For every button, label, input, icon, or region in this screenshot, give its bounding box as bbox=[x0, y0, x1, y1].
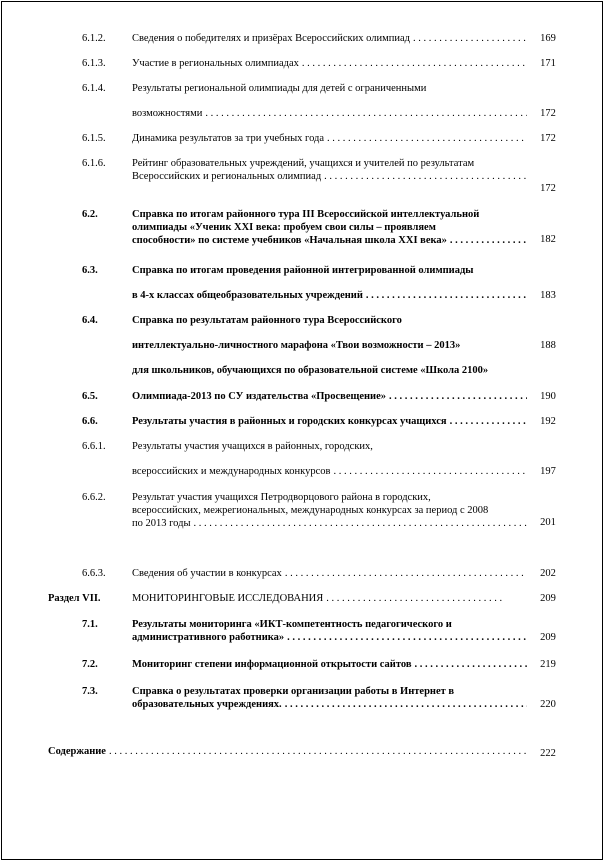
toc-page-number: 201 bbox=[540, 517, 556, 528]
toc-page-number: 202 bbox=[540, 568, 556, 579]
toc-entry[interactable] bbox=[132, 208, 527, 247]
toc-entry-title: Рейтинг образовательных учреждений, учащихся и учителей по результатам bbox=[132, 158, 475, 169]
toc-page-number: 182 bbox=[540, 234, 556, 245]
toc-number: 6.5. bbox=[82, 391, 98, 402]
toc-page-number: 188 bbox=[540, 340, 556, 351]
toc-entry-contents[interactable] bbox=[48, 745, 526, 758]
toc-entry-title: олимпиады «Ученик XXI века: пробуем свои силы – проявляем bbox=[132, 222, 436, 233]
toc-number: 6.1.2. bbox=[82, 33, 106, 44]
toc-entry[interactable] bbox=[132, 658, 527, 671]
toc-entry-title: Результаты региональной олимпиады для детей с ограниченными bbox=[132, 83, 427, 94]
toc-entry-title: способности» по системе учебников «Начальная школа XXI века» bbox=[132, 235, 447, 246]
toc-entry-title: Справка по итогам проведения районной интегрированной олимпиады bbox=[132, 265, 474, 276]
toc-page-number: 171 bbox=[540, 58, 556, 69]
toc-entry-title: всероссийских, межрегиональных, международных конкурсах за период с 2008 bbox=[132, 505, 489, 516]
toc-entry[interactable] bbox=[132, 314, 527, 377]
toc-entry-title: Участие в региональных олимпиадах bbox=[132, 58, 299, 69]
toc-entry-title: Справка о результатах проверки организации работы в Интернет в bbox=[132, 686, 455, 697]
toc-entry-title: образовательных учреждениях. bbox=[132, 699, 282, 710]
toc-page-number: 192 bbox=[540, 416, 556, 427]
dot-leader bbox=[363, 289, 527, 302]
dot-leader bbox=[410, 32, 527, 45]
dot-leader bbox=[191, 517, 527, 530]
toc-entry-title: интеллектуально-личностного марафона «Твои возможности – 2013» bbox=[132, 340, 461, 351]
document-page bbox=[1, 1, 603, 860]
dot-leader bbox=[323, 592, 504, 605]
toc-page-number: 197 bbox=[540, 466, 556, 477]
dot-leader bbox=[447, 234, 527, 247]
toc-entry[interactable] bbox=[132, 390, 527, 403]
toc-number: 6.1.5. bbox=[82, 133, 106, 144]
toc-entry[interactable] bbox=[132, 440, 527, 478]
toc-number: 7.2. bbox=[82, 659, 98, 670]
toc-entry[interactable] bbox=[132, 264, 527, 302]
dot-leader bbox=[321, 170, 527, 183]
toc-section-number: Раздел VII. bbox=[48, 593, 101, 604]
toc-page-number: 190 bbox=[540, 391, 556, 402]
dot-leader bbox=[282, 698, 527, 711]
toc-entry[interactable] bbox=[132, 618, 527, 644]
toc-page-number: 209 bbox=[540, 593, 556, 604]
toc-page-number: 219 bbox=[540, 659, 556, 670]
dot-leader bbox=[324, 132, 527, 145]
toc-entry-title: Результаты мониторинга «ИКТ-компетентность педагогического и bbox=[132, 619, 452, 630]
toc-section-title: МОНИТОРИНГОВЫЕ ИССЛЕДОВАНИЯ bbox=[132, 593, 324, 604]
toc-entry[interactable] bbox=[132, 82, 527, 120]
dot-leader bbox=[299, 57, 527, 70]
toc-entry[interactable] bbox=[132, 491, 527, 530]
toc-number: 7.3. bbox=[82, 686, 98, 697]
toc-entry-title: Олимпиада-2013 по СУ издательства «Просвещение» bbox=[132, 391, 387, 402]
toc-number: 7.1. bbox=[82, 619, 98, 630]
toc-page-number: 172 bbox=[540, 183, 556, 194]
toc-number: 6.1.6. bbox=[82, 158, 106, 169]
toc-number: 6.6. bbox=[82, 416, 98, 427]
toc-entry-title: по 2013 годы bbox=[132, 518, 191, 529]
toc-entry-title: Динамика результатов за три учебных года bbox=[132, 133, 325, 144]
toc-entry[interactable] bbox=[132, 415, 527, 428]
toc-number: 6.6.3. bbox=[82, 568, 106, 579]
dot-leader bbox=[284, 631, 527, 644]
toc-entry[interactable] bbox=[132, 157, 527, 183]
toc-entry-title: Результаты участия в районных и городских конкурсах учащихся bbox=[132, 416, 447, 427]
toc-entry-title: Справка по итогам районного тура III Всероссийской интеллектуальной bbox=[132, 209, 480, 220]
toc-entry[interactable] bbox=[132, 567, 527, 580]
toc-number: 6.4. bbox=[82, 315, 98, 326]
dot-leader bbox=[386, 390, 527, 403]
toc-page-number: 220 bbox=[540, 699, 556, 710]
toc-page-number: 209 bbox=[540, 632, 556, 643]
toc-number: 6.6.1. bbox=[82, 441, 106, 452]
toc-entry-title: для школьников, обучающихся по образовательной системе «Школа 2100» bbox=[132, 365, 489, 376]
toc-entry-title: Сведения об участии в конкурсах bbox=[132, 568, 282, 579]
toc-page-number: 169 bbox=[540, 33, 556, 44]
toc-page-number: 172 bbox=[540, 108, 556, 119]
dot-leader bbox=[330, 465, 527, 478]
toc-number: 6.1.4. bbox=[82, 83, 106, 94]
toc-entry[interactable] bbox=[132, 685, 527, 711]
toc-entry-title: административного работника» bbox=[132, 632, 285, 643]
toc-number: 6.6.2. bbox=[82, 492, 106, 503]
dot-leader bbox=[106, 745, 526, 758]
dot-leader bbox=[447, 415, 527, 428]
toc-entry-title: возможностями bbox=[132, 108, 203, 119]
toc-entry[interactable] bbox=[132, 132, 527, 145]
toc-entry-title: Справка по результатам районного тура Всероссийского bbox=[132, 315, 402, 326]
toc-entry[interactable] bbox=[132, 592, 504, 605]
toc-entry-title: Сведения о победителях и призёрах Всероссийских олимпиад bbox=[132, 33, 410, 44]
toc-entry-title: Результат участия учащихся Петродворцового района в городских, bbox=[132, 492, 431, 503]
toc-number: 6.1.3. bbox=[82, 58, 106, 69]
toc-page-number: 183 bbox=[540, 290, 556, 301]
toc-entry-title: всероссийских и международных конкурсов bbox=[132, 466, 331, 477]
toc-entry[interactable] bbox=[132, 32, 527, 45]
dot-leader bbox=[282, 567, 527, 580]
toc-entry-title: в 4-х классах общеобразовательных учреждений bbox=[132, 290, 363, 301]
toc-contents-title: Содержание bbox=[48, 746, 106, 757]
toc-number: 6.2. bbox=[82, 209, 98, 220]
toc-entry-title: Всероссийских и региональных олимпиад bbox=[132, 171, 322, 182]
toc-entry-title: Мониторинг степени информационной открытости сайтов bbox=[132, 659, 412, 670]
toc-page-number: 222 bbox=[540, 748, 556, 759]
dot-leader bbox=[412, 658, 527, 671]
toc-entry[interactable] bbox=[132, 57, 527, 70]
dot-leader bbox=[202, 107, 527, 120]
toc-entry-title: Результаты участия учащихся в районных, городских, bbox=[132, 441, 373, 452]
toc-number: 6.3. bbox=[82, 265, 98, 276]
toc-page-number: 172 bbox=[540, 133, 556, 144]
